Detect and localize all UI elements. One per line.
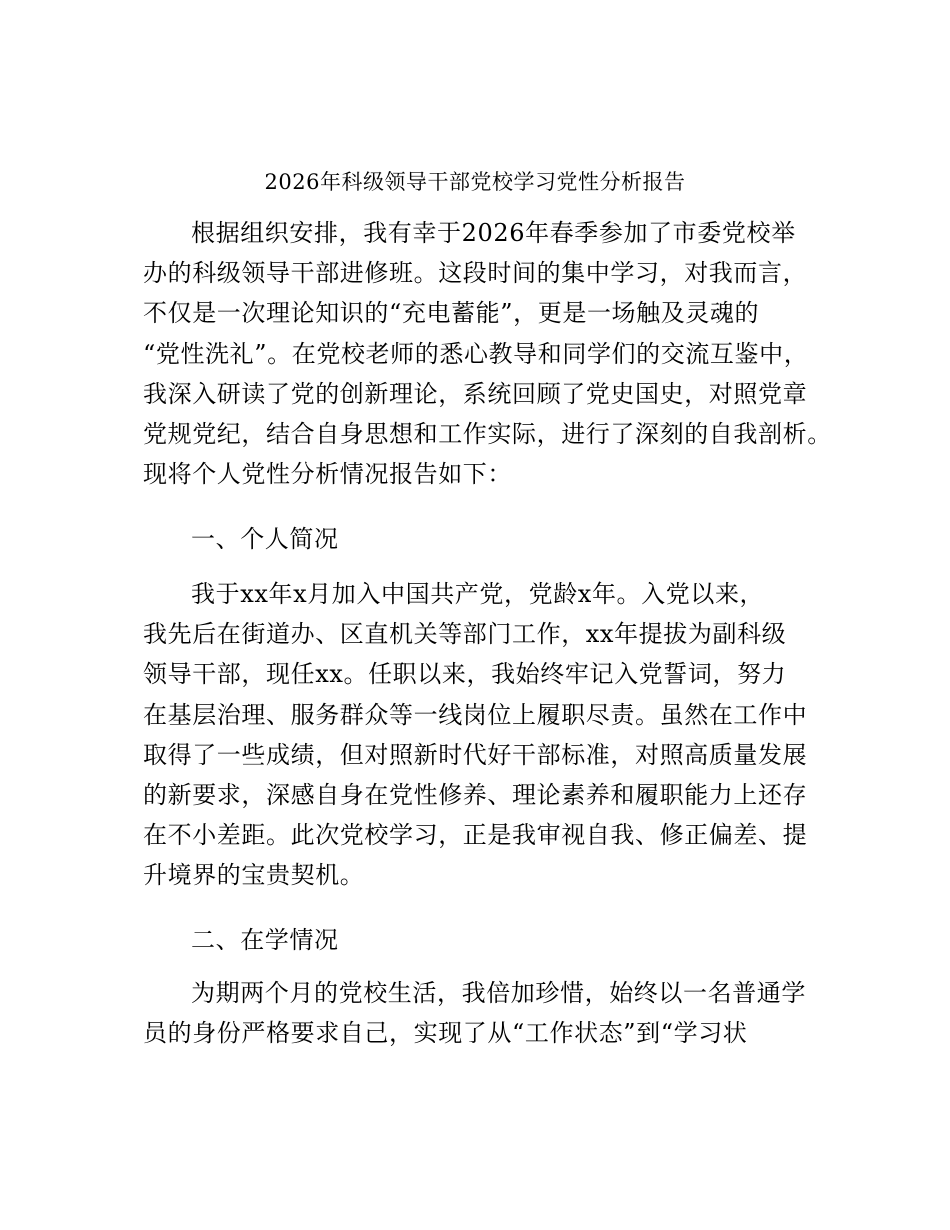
document-title: 2026年科级领导干部党校学习党性分析报告 — [264, 170, 686, 194]
profile-line: 升境界的宝贵契机。 — [143, 861, 365, 890]
intro-line: 现将个人党性分析情况报告如下： — [143, 460, 512, 489]
profile-line: 我先后在街道办、区直机关等部门工作，xx年提拔为副科级 — [143, 620, 787, 649]
profile-line: 在不小差距。此次党校学习，正是我审视自我、修正偏差、提 — [143, 821, 808, 850]
study-line: 为期两个月的党校生活，我倍加珍惜，始终以一名普通学 — [191, 979, 806, 1007]
intro-line: 党规党纪，结合自身思想和工作实际，进行了深刻的自我剖析。 — [143, 419, 832, 448]
profile-line: 在基层治理、服务群众等一线岗位上履职尽责。虽然在工作中 — [143, 700, 808, 729]
section-heading-text: 一、个人简况 — [191, 525, 339, 553]
intro-paragraph — [143, 213, 832, 494]
intro-line: 根据组织安排，我有幸于2026年春季参加了市委党校举 — [191, 219, 796, 247]
profile-line: 取得了一些成绩，但对照新时代好干部标准，对照高质量发展 — [143, 740, 808, 769]
study-line: 员的身份严格要求自己，实现了从“工作状态”到“学习状 — [143, 1019, 748, 1048]
personal-profile-paragraph — [143, 574, 823, 896]
profile-line: 领导干部，现任xx。任职以来，我始终牢记入党誓词，努力 — [143, 660, 787, 689]
section-heading-study-status — [143, 920, 823, 960]
intro-line: 不仅是一次理论知识的“充电蓄能”，更是一场触及灵魂的 — [143, 299, 760, 328]
study-status-paragraph — [143, 973, 823, 1053]
intro-line: “党性洗礼”。在党校老师的悉心教导和同学们的交流互鉴中， — [143, 339, 809, 368]
profile-line: 我于xx年x月加入中国共产党，党龄x年。入党以来， — [191, 580, 765, 608]
intro-line: 我深入研读了党的创新理论，系统回顾了党史国史，对照党章 — [143, 379, 808, 408]
intro-line: 办的科级领导干部进修班。这段时间的集中学习，对我而言， — [143, 259, 808, 288]
profile-line: 的新要求，深感自身在党性修养、理论素养和履职能力上还存 — [143, 780, 808, 809]
section-heading-personal-profile — [143, 519, 823, 559]
section-heading-text: 二、在学情况 — [191, 926, 339, 954]
